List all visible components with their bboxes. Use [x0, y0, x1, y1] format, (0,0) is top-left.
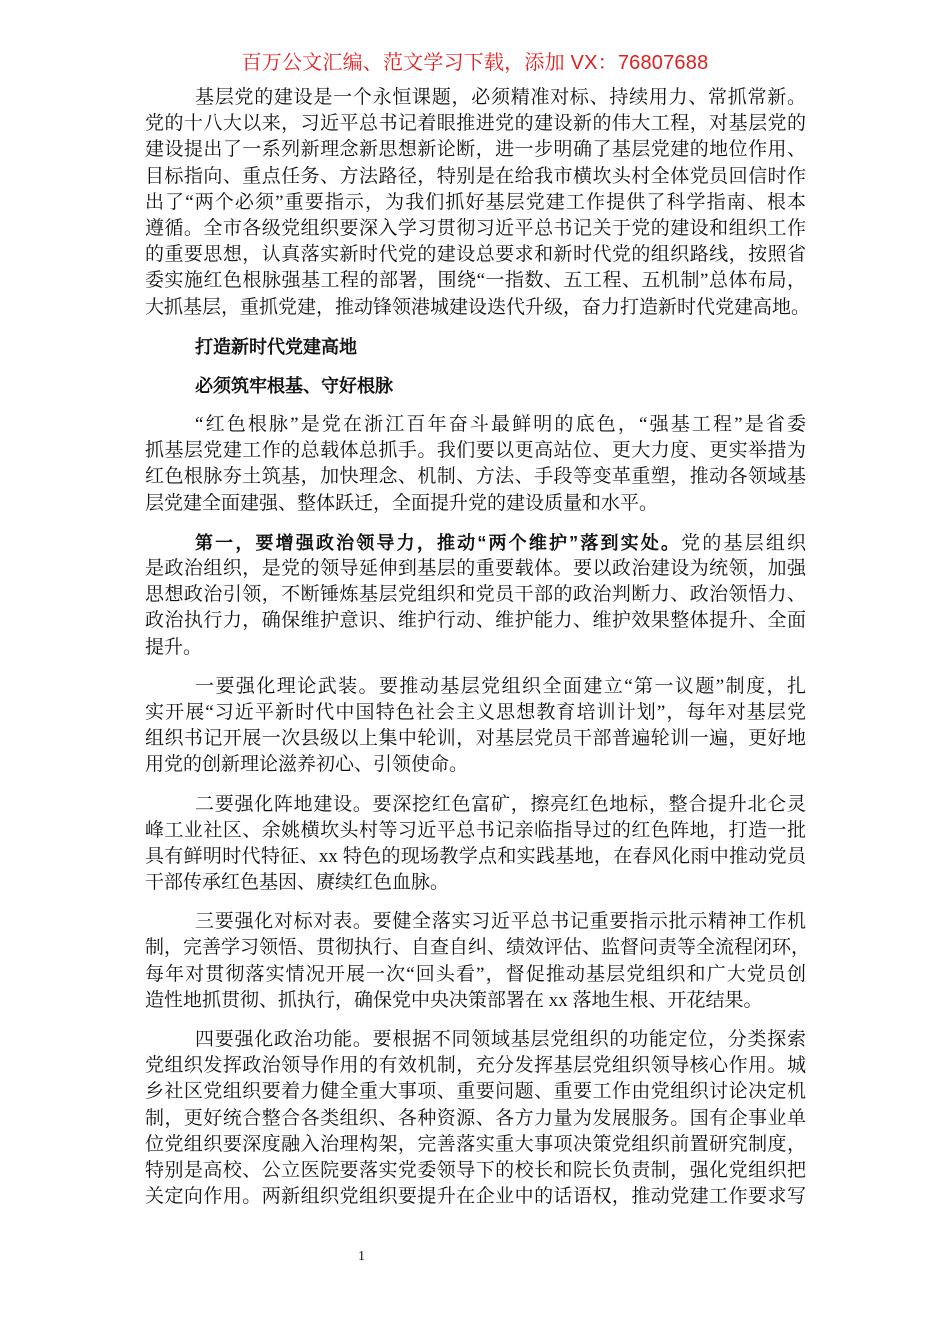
paragraph: [145, 412, 806, 517]
text-line: 造性地抓贯彻、抓执行，确保党中央决策部署在 xx 落地生根、开花结果。: [145, 989, 763, 1011]
text-line: 特别是高校、公立医院要落实党委领导下的校长和院长负责制，强化党组织把: [145, 1159, 806, 1181]
text-line: 制，完善学习领悟、贯彻执行、自查自纠、绩效评估、监督问责等全流程闭环，: [145, 937, 811, 959]
text-line: 的重要思想，认真落实新时代党的建设总要求和新时代党的组织路线，按照省: [145, 244, 806, 266]
text-line: 大抓基层，重抓党建，推动锋领港城建设迭代升级，奋力打造新时代党建高地。: [145, 296, 811, 318]
page-number: 1: [358, 1249, 365, 1264]
document-body: [145, 85, 811, 1223]
text-line: 基层党的建设是一个永恒课题，必须精准对标、持续用力、常抓常新。: [195, 87, 806, 108]
paragraph: [145, 1027, 806, 1210]
text-line: [145, 530, 806, 556]
text-line: 实开展“习近平新时代中国特色社会主义思想教育培训计划”，每年对基层党: [145, 701, 806, 723]
text-line: 建设提出了一系列新理念新思想新论断，进一步明确了基层党建的地位作用、: [145, 139, 806, 161]
text-line: 具有鲜明时代特征、xx 特色的现场教学点和实践基地，在春风化雨中推动党员: [145, 845, 806, 867]
text-line: 位党组织要深度融入治理构架，完善落实重大事项决策党组织前置研究制度，: [145, 1133, 806, 1155]
text-line: 一要强化理论武装。要推动基层党组织全面建立“第一议题”制度，扎: [195, 675, 806, 697]
text-line: 遵循。全市各级党组织要深入学习贯彻习近平总书记关于党的建设和组织工作: [145, 217, 806, 239]
text-line: 四要强化政治功能。要根据不同领域基层党组织的功能定位，分类探索: [195, 1029, 806, 1050]
text-line: 提升。: [145, 636, 203, 658]
text-line: 红色根脉夯土筑基，加快理念、机制、方法、手段等变革重塑，推动各领域基: [145, 466, 806, 488]
text-line: 党组织发挥政治领导作用的有效机制，充分发挥基层党组织领导核心作用。城: [145, 1055, 806, 1077]
text-line: 是政治组织，是党的领导延伸到基层的重要载体。要以政治建设为统领，加强: [145, 558, 806, 579]
text-line: 二要强化阵地建设。要深挖红色富矿，擦亮红色地标，整合提升北仑灵: [195, 793, 806, 815]
text-line: 打造新时代党建高地: [195, 336, 357, 357]
text-line: 政治执行力，确保维护意识、维护行动、维护能力、维护效果整体提升、全面: [145, 610, 806, 632]
text-line: 关定向作用。两新组织党组织要提升在企业中的话语权，推动党建工作要求写: [145, 1186, 806, 1208]
bold-lead-text: 第一，要增强政治领导力，推动“两个维护”落到实处。: [195, 532, 682, 553]
text-line: 党的十八大以来，习近平总书记着眼推进党的建设新的伟大工程，对基层党的: [145, 113, 806, 135]
paragraph: [145, 792, 806, 897]
text-line: 目标指向、重点任务、方法路径，特别是在给我市横坎头村全体党员回信时作: [145, 165, 806, 187]
paragraph: [145, 674, 806, 779]
text-line: 干部传承红色基因、赓续红色血脉。: [145, 872, 450, 894]
text-line: 出了“两个必须”重要指示，为我们抓好基层党建工作提供了科学指南、根本: [145, 191, 806, 213]
text-line: 必须筑牢根基、守好根脉: [195, 375, 393, 396]
watermark-banner: 百万公文汇编、范文学习下载，添加 VX：76807688: [241, 52, 709, 74]
paragraph: [145, 530, 806, 661]
text-line: 用党的创新理论滋养初心、引领使命。: [145, 754, 469, 776]
paragraph: [145, 909, 811, 1014]
section-heading: [145, 373, 806, 399]
text-line: 三要强化对标对表。要健全落实习近平总书记重要指示批示精神工作机: [195, 911, 806, 933]
text-line: 峰工业社区、余姚横坎头村等习近平总书记亲临指导过的红色阵地，打造一批: [145, 819, 806, 841]
text-line: 层党建全面建强、整体跃迁，全面提升党的建设质量和水平。: [145, 492, 659, 514]
text-line: 思想政治引领，不断锤炼基层党组织和党员干部的政治判断力、政治领悟力、: [145, 584, 806, 606]
text-line: 乡社区党组织要着力健全重大事项、重要问题、重要工作由党组织讨论决定机: [145, 1081, 806, 1103]
text-line: “红色根脉”是党在浙江百年奋斗最鲜明的底色，“强基工程”是省委: [195, 414, 806, 436]
text-line: 制，更好统合整合各类组织、各种资源、各方力量为发展服务。国有企事业单: [145, 1107, 806, 1129]
paragraph: [145, 85, 811, 321]
text-line: 组织书记开展一次县级以上集中轮训，对基层党员干部普遍轮训一遍，更好地: [145, 728, 806, 750]
section-heading: [145, 334, 806, 360]
text-line: 每年对贯彻落实情况开展一次“回头看”，督促推动基层党组织和广大党员创: [145, 963, 806, 985]
text-line: 抓基层党建工作的总载体总抓手。我们要以更高站位、更大力度、更实举措为: [145, 440, 806, 462]
text-line: 委实施红色根脉强基工程的部署，围绕“一指数、五工程、五机制”总体布局，: [145, 270, 806, 292]
text-span: 党的基层组织: [681, 532, 806, 554]
